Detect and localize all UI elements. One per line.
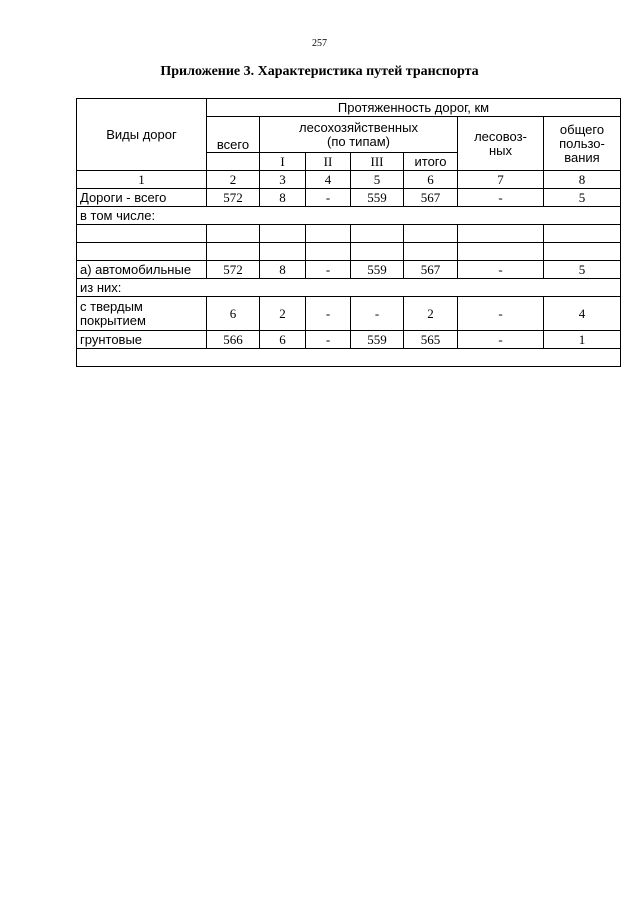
- header-public-line2: пользо-: [559, 135, 605, 151]
- table-cell: 559: [351, 261, 404, 279]
- table-cell: 559: [351, 189, 404, 207]
- table-cell: [458, 225, 544, 243]
- table-cell: 559: [351, 331, 404, 349]
- table-row: [77, 225, 621, 243]
- table-cell: [77, 349, 621, 367]
- header-forest-line2: (по типам): [327, 133, 390, 149]
- table-cell: 567: [404, 261, 458, 279]
- table-cell: [260, 225, 306, 243]
- table-cell: 2: [404, 297, 458, 331]
- column-numbers-row: [77, 171, 621, 189]
- table-row: [77, 189, 621, 207]
- header-road-kind: Виды дорог: [77, 99, 207, 171]
- row-label-line2: покрытием: [80, 312, 146, 328]
- table-cell: -: [306, 261, 351, 279]
- header-total-empty: [207, 153, 260, 171]
- road-characteristics-table: [76, 98, 621, 367]
- header-forest: [260, 117, 458, 153]
- header-timber-line2: ных: [488, 142, 513, 158]
- table-cell: [207, 243, 260, 261]
- table-cell: -: [306, 189, 351, 207]
- header-public: [544, 117, 621, 171]
- table-cell: 8: [260, 189, 306, 207]
- table-cell: 5: [544, 261, 621, 279]
- table-cell: -: [306, 331, 351, 349]
- table-cell: -: [458, 189, 544, 207]
- table-cell: [351, 225, 404, 243]
- table-row: [77, 331, 621, 349]
- table-cell: 6: [260, 331, 306, 349]
- table-row-empty: [77, 349, 621, 367]
- table-row: [77, 243, 621, 261]
- row-label: а) автомобильные: [77, 261, 207, 279]
- table-cell: 5: [544, 189, 621, 207]
- header-type-3: III: [351, 153, 404, 171]
- table-cell: -: [306, 297, 351, 331]
- table-cell: 2: [260, 297, 306, 331]
- row-label: [77, 225, 207, 243]
- column-number: 8: [544, 171, 621, 189]
- table-cell: [207, 225, 260, 243]
- table-cell: [351, 243, 404, 261]
- table-cell: 4: [544, 297, 621, 331]
- table-cell: 566: [207, 331, 260, 349]
- table-cell: [404, 225, 458, 243]
- table-cell: [260, 243, 306, 261]
- header-type-2: II: [306, 153, 351, 171]
- row-label-line1: с твердым: [80, 298, 143, 314]
- row-label: [77, 297, 207, 331]
- column-number: 1: [77, 171, 207, 189]
- column-number: 2: [207, 171, 260, 189]
- table-cell: [544, 243, 621, 261]
- header-public-line1: общего: [559, 121, 605, 137]
- page-title: Приложение 3. Характеристика путей транспорта: [160, 64, 479, 79]
- table-cell: 1: [544, 331, 621, 349]
- header-total: всего: [207, 117, 260, 153]
- table-cell: 6: [207, 297, 260, 331]
- row-label: [77, 243, 207, 261]
- column-number: 5: [351, 171, 404, 189]
- column-number: 7: [458, 171, 544, 189]
- row-label: в том числе:: [77, 207, 621, 225]
- table-cell: [306, 243, 351, 261]
- table-row: [77, 297, 621, 331]
- table-cell: [458, 243, 544, 261]
- column-number: 6: [404, 171, 458, 189]
- header-type-total: итого: [404, 153, 458, 171]
- table-cell: [544, 225, 621, 243]
- header-public-line3: вания: [564, 149, 600, 165]
- row-label: из них:: [77, 279, 621, 297]
- header-type-1: I: [260, 153, 306, 171]
- table-cell: [404, 243, 458, 261]
- table-cell: 8: [260, 261, 306, 279]
- table-row: [77, 261, 621, 279]
- header-timber: [458, 117, 544, 171]
- table-cell: -: [458, 261, 544, 279]
- row-label: Дороги - всего: [77, 189, 207, 207]
- header-length: Протяженность дорог, км: [207, 99, 621, 117]
- table-cell: 572: [207, 189, 260, 207]
- table-cell: 567: [404, 189, 458, 207]
- table-cell: -: [458, 331, 544, 349]
- column-number: 3: [260, 171, 306, 189]
- table-cell: 565: [404, 331, 458, 349]
- header-forest-line1: лесохозяйственных: [299, 119, 418, 135]
- row-label: грунтовые: [77, 331, 207, 349]
- table-row: [77, 279, 621, 297]
- column-number: 4: [306, 171, 351, 189]
- page-number: 257: [312, 38, 327, 49]
- table-row: [77, 207, 621, 225]
- table-cell: -: [458, 297, 544, 331]
- table-cell: 572: [207, 261, 260, 279]
- table-cell: -: [351, 297, 404, 331]
- header-timber-line1: лесовоз-: [474, 128, 527, 144]
- table-cell: [306, 225, 351, 243]
